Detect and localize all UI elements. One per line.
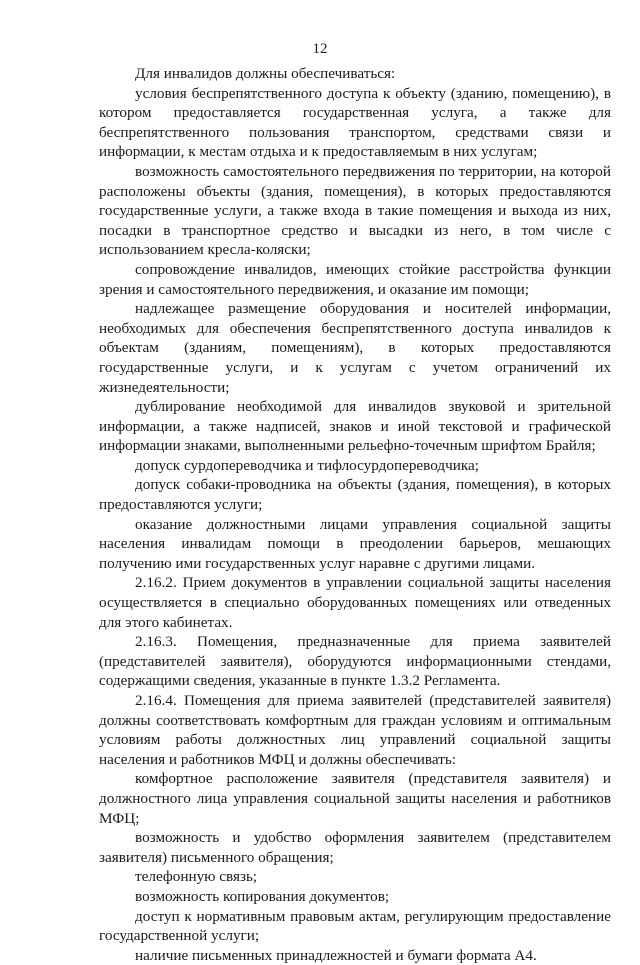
paragraph: допуск собаки-проводника на объекты (здания, помещения), в которых предоставляются услуги; xyxy=(99,476,611,514)
paragraph: 2.16.2. Прием документов в управлении социальной защиты населения осуществляется в специально оборудованных помещениях или отведенных для этого кабинетах. xyxy=(99,574,611,631)
paragraph: надлежащее размещение оборудования и носителей информации, необходимых для обеспечения беспрепятственного доступа инвалидов к объектам (зданиям, помещениям), в которых предоставляются государственные услуги, и к услугам с учетом ограничений их жизнедеятельности; xyxy=(99,300,611,396)
paragraph: телефонную связь; xyxy=(135,868,258,886)
paragraph: наличие письменных принадлежностей и бумаги формата А4. xyxy=(135,946,537,964)
paragraph: возможность копирования документов; xyxy=(135,887,390,905)
paragraph: 2.16.4. Помещения для приема заявителей (представителей заявителя) должны соответствовать комфортным для граждан условиям и оптимальным условиям работы должностных лиц управлений социальной защиты населения и работников МФЦ и должны обеспечивать: xyxy=(99,692,611,768)
paragraph: возможность и удобство оформления заявителем (представителем заявителя) письменного обращения; xyxy=(99,829,611,866)
paragraph: оказание должностными лицами управления социальной защиты населения инвалидам помощи в преодолении барьеров, мешающих получению ими государственных услуг наравне с другими лицами. xyxy=(99,515,611,572)
paragraph: сопровождение инвалидов, имеющих стойкие расстройства функции зрения и самостоятельного передвижения, и оказание им помощи; xyxy=(99,260,611,298)
paragraph: Для инвалидов должны обеспечиваться: xyxy=(135,65,396,82)
document-body xyxy=(99,64,611,965)
paragraph: 2.16.3. Помещения, предназначенные для приема заявителей (представителей заявителя), оборудуются информационными стендами, содержащими сведения, указанные в пункте 1.3.2 Регламента. xyxy=(99,633,611,690)
paragraph: условия беспрепятственного доступа к объекту (зданию, помещению), в котором предоставляется государственная услуга, а также для беспрепятственного пользования транспортом, средствами связи и информации, к местам отдыха и к предоставляемым в них услугам; xyxy=(99,84,611,161)
paragraph: комфортное расположение заявителя (представителя заявителя) и должностного лица управления социальной защиты населения и работников МФЦ; xyxy=(99,770,611,827)
paragraph: возможность самостоятельного передвижения по территории, на которой расположены объекты (здания, помещения), в которых предоставляются государственные услуги, а также входа в такие помещения и выхода из них, посадки в транспортное средство и высадки из него, в том числе с использованием кресла-коляски; xyxy=(99,162,611,259)
paragraph: доступ к нормативным правовым актам, регулирующим предоставление государственной услуги; xyxy=(99,907,611,945)
paragraph: дублирование необходимой для инвалидов звуковой и зрительной информации, а также надписей, знаков и иной текстовой и графической информации знаками, выполненными рельефно-точечным шрифтом Брайля; xyxy=(99,398,611,455)
page-number: 12 xyxy=(312,41,328,57)
paragraph: допуск сурдопереводчика и тифлосурдопереводчика; xyxy=(135,456,479,474)
